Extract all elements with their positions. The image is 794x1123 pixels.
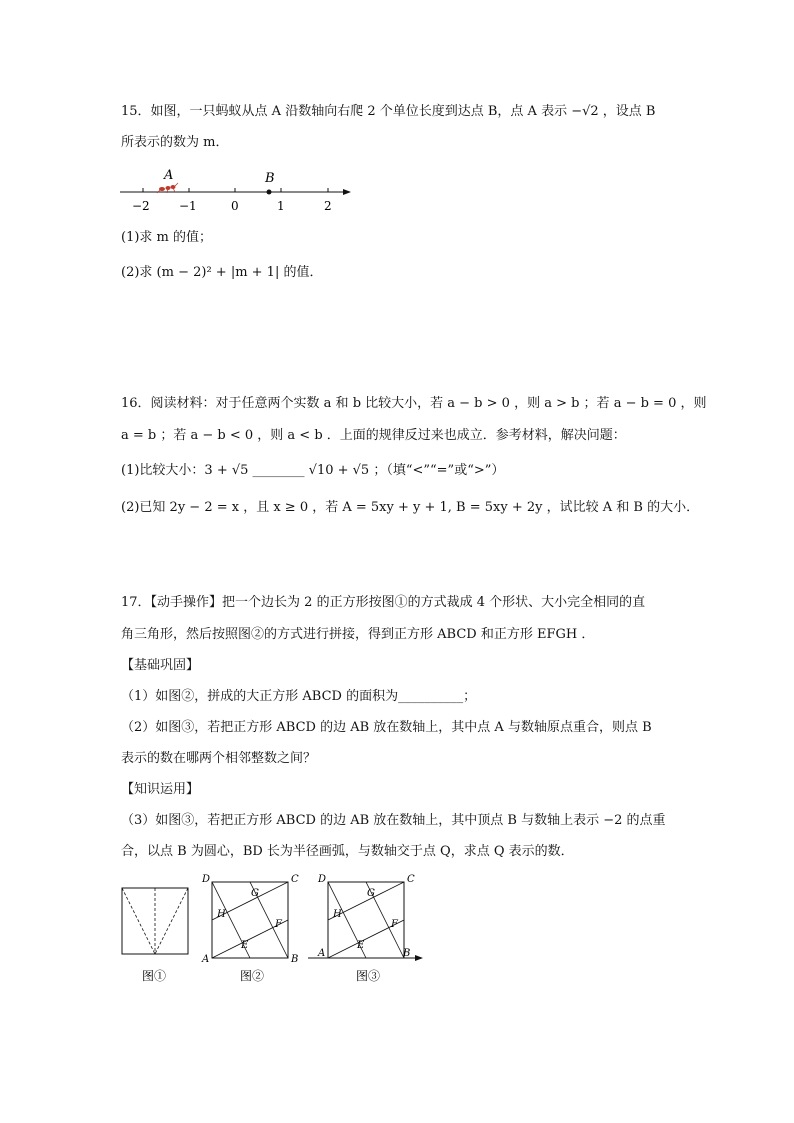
figure-3 <box>308 874 423 983</box>
vertex-label: D <box>202 874 211 885</box>
tick-label: 1 <box>277 199 285 213</box>
vertex-label: E <box>241 940 249 951</box>
label-a: A <box>164 168 174 183</box>
tick-label: 2 <box>324 199 332 213</box>
label-b: B <box>265 171 275 186</box>
vertex-label: F <box>275 919 282 930</box>
vertex-label: G <box>251 888 259 899</box>
q17-line1: 17．【动手操作】把一个边长为 2 的正方形按图①的方式裁成 4 个形状、大小完全相同的直 <box>121 595 646 610</box>
fig1-caption: 图① <box>142 969 167 983</box>
q16-line2: a = b ；若 a − b < 0 ，则 a < b ．上面的规律反过来也成立．参考材料，解决问题： <box>121 428 626 443</box>
vertex-label: F <box>391 919 398 930</box>
vertex-label: A <box>202 954 210 965</box>
q17-part2a: （2）如图③，若把正方形 ABCD 的边 AB 放在数轴上，其中点 A 与数轴原点重合，则点 B <box>121 720 652 735</box>
vertex-label: D <box>318 874 327 885</box>
fig2-caption: 图② <box>240 969 265 983</box>
tick-label: −2 <box>132 199 150 213</box>
q17-part3a: （3）如图③，若把正方形 ABCD 的边 AB 放在数轴上，其中顶点 B 与数轴上表示 −2 的点重 <box>121 813 666 828</box>
q15-part1: (1)求 m 的值； <box>121 230 213 245</box>
figure-2 <box>201 874 299 983</box>
tick-label: 0 <box>231 199 239 213</box>
q17-part3b: 合，以点 B 为圆心，BD 长为半径画弧，与数轴交于点 Q，求点 Q 表示的数． <box>121 844 574 859</box>
q15-line1: 15．如图，一只蚂蚁从点 A 沿数轴向右爬 2 个单位长度到达点 B，点 A 表示 −√2 ，设点 B <box>121 104 656 119</box>
q17-part1: （1）如图②，拼成的大正方形 ABCD 的面积为__________； <box>121 689 477 704</box>
figure-1 <box>122 888 188 983</box>
vertex-label: E <box>357 940 365 951</box>
q17-section-apply: 【知识运用】 <box>121 782 200 797</box>
fig3-caption: 图③ <box>356 969 381 983</box>
q16-part1: (1)比较大小：3 + √5 ________ √10 + √5 ；（填“<”“=”或“>”） <box>121 463 505 478</box>
q16-part2: (2)已知 2y − 2 = x ，且 x ≥ 0 ，若 A = 5xy + y + 1, B = 5xy + 2y ，试比较 A 和 B 的大小． <box>121 500 700 515</box>
vertex-label: A <box>318 948 326 959</box>
vertex-label: B <box>291 954 299 965</box>
q17-figures <box>110 870 440 990</box>
q17-part2b: 表示的数在哪两个相邻整数之间？ <box>121 751 317 766</box>
q15-line2: 所表示的数为 m． <box>121 135 229 150</box>
q17-line2: 角三角形，然后按照图②的方式进行拼接，得到正方形 ABCD 和正方形 EFGH ． <box>121 627 595 642</box>
vertex-label: C <box>291 874 299 885</box>
vertex-label: B <box>403 948 411 959</box>
q15-part2: (2)求 (m − 2)² + |m + 1| 的值． <box>121 265 323 280</box>
vertex-label: C <box>407 874 415 885</box>
q17-section-basic: 【基础巩固】 <box>121 658 200 673</box>
tick-label: −1 <box>179 199 197 213</box>
q16-line1: 16．阅读材料：对于任意两个实数 a 和 b 比较大小，若 a − b > 0 ，则 a > b ；若 a − b = 0 ，则 <box>121 396 707 411</box>
q15-number-line <box>118 162 358 217</box>
vertex-label: H <box>217 909 226 920</box>
vertex-label: G <box>367 888 375 899</box>
vertex-label: H <box>333 909 342 920</box>
